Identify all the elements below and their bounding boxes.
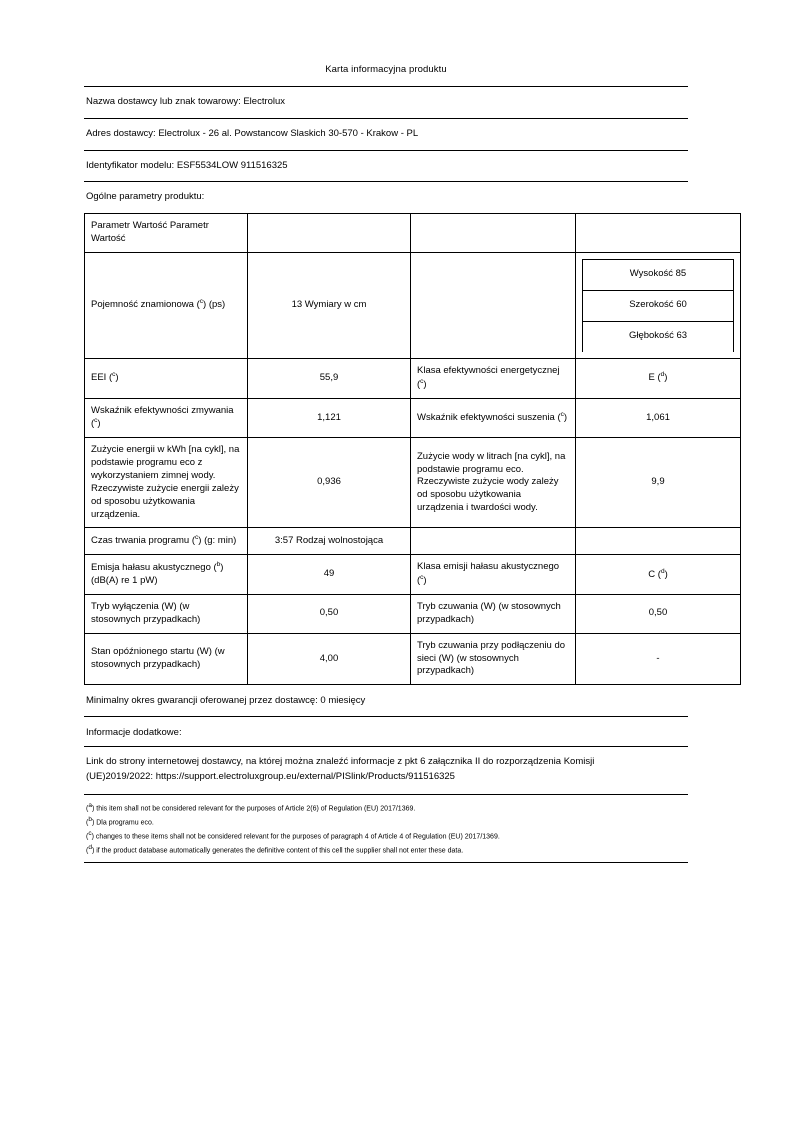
table-row-wash-dry-index xyxy=(85,398,741,438)
networked-standby-label: Tryb czuwania przy podłączeniu do sieci (W) (w stosownych przypadkach) xyxy=(411,633,576,684)
table-row-eei xyxy=(85,358,741,398)
water-consumption-label: Zużycie wody w litrach [na cykl], na podstawie programu eco. Rzeczywiste zużycie wody zależy od sposobu użytkowania urządzenia i twardości wody. xyxy=(411,438,576,528)
program-duration-label: Czas trwania programu ($^c$) (g: min) xyxy=(85,528,248,555)
noise-class-label: Klasa emisji hałasu akustycznego ($^c$) xyxy=(411,555,576,595)
supplier-link-block xyxy=(84,747,688,794)
noise-class-value: C ($^d$) xyxy=(576,555,741,595)
energy-consumption-label: Zużycie energii w kWh [na cykl], na podstawie programu eco z wykorzystaniem zimnej wody. Rzeczywiste zużycie energii zależy od sposobu użytkowania urządzenia. xyxy=(85,438,248,528)
table-header-row xyxy=(85,214,741,253)
table-row-off-standby xyxy=(85,595,741,634)
delay-start-value: 4,00 xyxy=(248,633,411,684)
wash-index-value: 1,121 xyxy=(248,398,411,438)
table-row-duration xyxy=(85,528,741,555)
dimensions-cell xyxy=(576,252,741,358)
parameters-table xyxy=(84,213,741,685)
table-header-blank-2 xyxy=(411,214,576,253)
footnote-a: (a) this item shall not be considered relevant for the purposes of Article 2(6) of Regulation (EU) 2017/1369. xyxy=(86,801,416,813)
page-title: Karta informacyjna produktu xyxy=(325,64,447,75)
supplier-name-row: Nazwa dostawcy lub znak towarowy: Electrolux xyxy=(86,96,286,107)
table-row-consumption xyxy=(85,438,741,528)
model-identifier-row: Identyfikator modelu: ESF5534LOW 911516325 xyxy=(86,159,288,171)
energy-class-value: E ($^d$) xyxy=(576,358,741,398)
table-row-noise xyxy=(85,555,741,595)
eei-label: EEI ($^c$) xyxy=(85,358,248,398)
noise-emission-value: 49 xyxy=(248,555,411,595)
off-mode-label: Tryb wyłączenia (W) (w stosownych przypadkach) xyxy=(85,595,248,634)
dimension-width: Szerokość 60 xyxy=(583,290,734,321)
supplier-link-line-1: Link do strony internetowej dostawcy, na której można znaleźć informacje z pkt 6 załącznika II do rozporządzenia Komisji xyxy=(86,756,595,768)
water-consumption-value: 9,9 xyxy=(576,438,741,528)
standby-mode-value: 0,50 xyxy=(576,595,741,634)
wash-index-label: Wskaźnik efektywności zmywania ($^c$) xyxy=(85,398,248,438)
dimension-height: Wysokość 85 xyxy=(583,259,734,290)
footnotes xyxy=(84,795,688,862)
program-duration-value: 3:57 Rodzaj wolnostojąca xyxy=(248,528,411,555)
dimension-row xyxy=(583,259,734,290)
table-header-blank-1 xyxy=(248,214,411,253)
footnote-c: (c) changes to these items shall not be considered relevant for the purposes of paragraph 4 of Article 4 of Regulation (EU) 2017/1369. xyxy=(86,830,500,841)
dimension-row xyxy=(583,290,734,321)
general-parameters-label: Ogólne parametry produktu: xyxy=(86,191,205,203)
warranty-row: Minimalny okres gwarancji oferowanej przez dostawcę: 0 miesięcy xyxy=(86,695,366,707)
delay-start-label: Stan opóźnionego startu (W) (w stosownych przypadkach) xyxy=(85,633,248,684)
off-mode-value: 0,50 xyxy=(248,595,411,634)
duration-spacer-1 xyxy=(411,528,576,555)
energy-consumption-value: 0,936 xyxy=(248,438,411,528)
noise-emission-label: Emisja hałasu akustycznego ($^b$) (dB(A) re 1 pW) xyxy=(85,555,248,595)
duration-spacer-2 xyxy=(576,528,741,555)
table-header-blank-3 xyxy=(576,214,741,253)
divider xyxy=(84,862,688,863)
table-row-capacity xyxy=(85,252,741,358)
dimension-row xyxy=(583,321,734,352)
capacity-spacer xyxy=(411,252,576,358)
footnote-b: (b) Dla programu eco. xyxy=(86,816,154,827)
footnote-d: (d) if the product database automatically generates the definitive content of this cell the supplier shall not enter these data. xyxy=(86,844,464,855)
supplier-link-line-2[interactable]: (UE)2019/2022: https://support.electroluxgroup.eu/external/PISlink/Products/911516325 xyxy=(86,770,455,782)
table-row-delay-networked xyxy=(85,633,741,684)
energy-class-label: Klasa efektywności energetycznej ($^c$) xyxy=(411,358,576,398)
dry-index-label: Wskaźnik efektywności suszenia ($^c$) xyxy=(411,398,576,438)
additional-info-label: Informacje dodatkowe: xyxy=(86,727,182,739)
capacity-label: Pojemność znamionowa ($^c$) (ps) xyxy=(85,252,248,358)
dimensions-table xyxy=(582,259,734,352)
capacity-value: 13 Wymiary w cm xyxy=(248,252,411,358)
product-information-sheet xyxy=(84,64,688,863)
networked-standby-value: - xyxy=(576,633,741,684)
standby-mode-label: Tryb czuwania (W) (w stosownych przypadkach) xyxy=(411,595,576,634)
eei-value: 55,9 xyxy=(248,358,411,398)
supplier-address-row: Adres dostawcy: Electrolux - 26 al. Powstancow Slaskich 30-570 - Krakow - PL xyxy=(86,127,419,139)
dry-index-value: 1,061 xyxy=(576,398,741,438)
dimension-depth: Głębokość 63 xyxy=(583,321,734,352)
table-header-label: Parametr Wartość Parametr Wartość xyxy=(85,214,248,253)
